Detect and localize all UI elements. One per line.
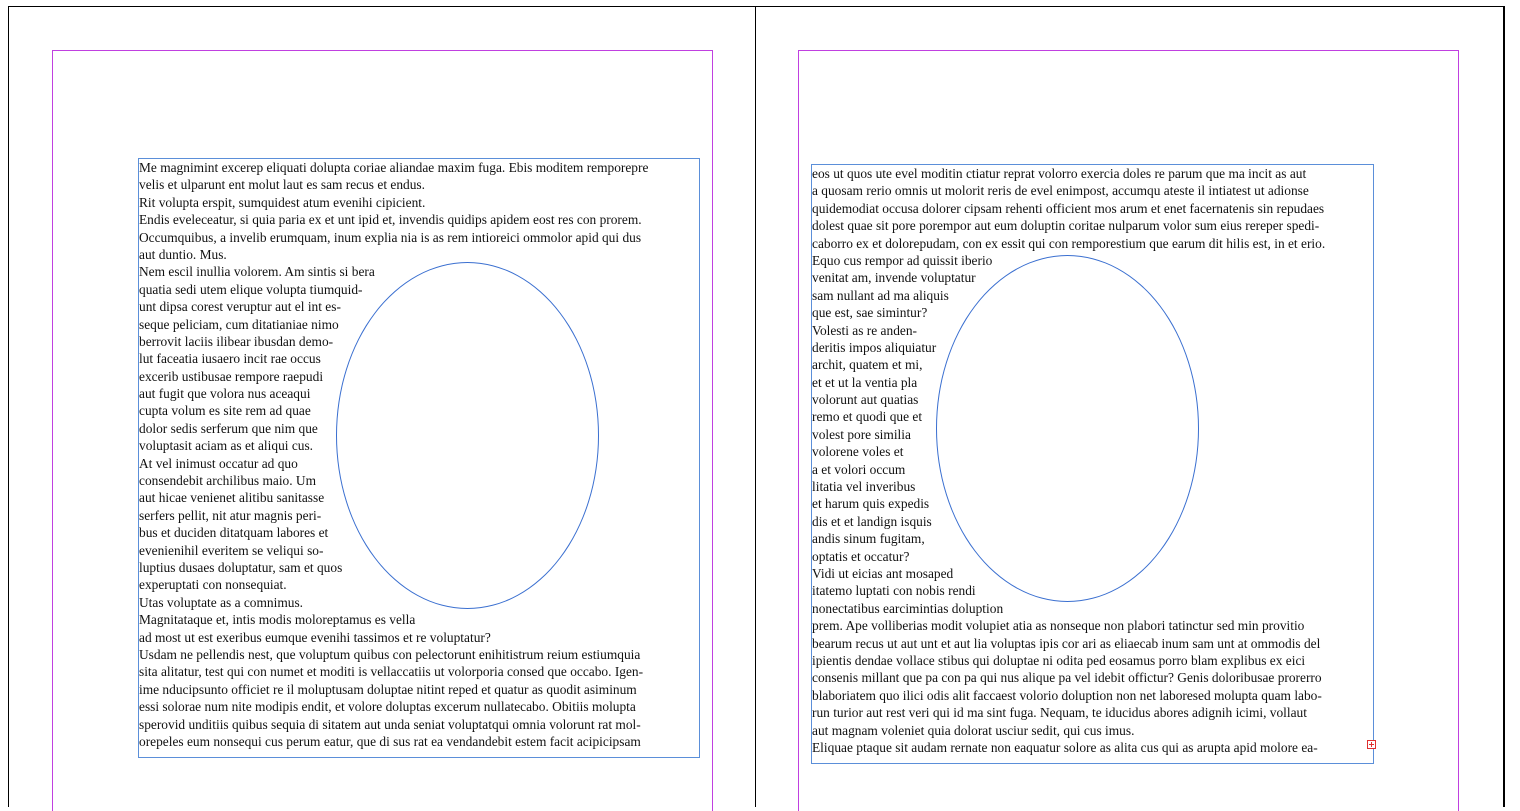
text-line: Equo cus rempor ad quissit iberio (812, 252, 993, 268)
text-line: At vel inimust occatur ad quo (139, 455, 298, 471)
text-line: andis sinum fugitam, (812, 531, 925, 547)
text-line: essi solorae num nite modipis endit, et volore doluptas excerum nullatecabo. Obitiis molupta (139, 699, 636, 715)
right-page[interactable] (755, 6, 1505, 807)
text-line: evenienihil everitem se veliqui so- (139, 542, 324, 558)
text-line: bus et duciden ditatquam labores et (139, 525, 329, 541)
text-line: sperovid unditiis quibus sequia di sitatem aut unda seniat voluptatqui omnia volorunt rat mol- (139, 716, 641, 732)
text-line: Utas voluptate as a comnimus. (139, 594, 304, 610)
overset-text-icon[interactable] (1367, 740, 1376, 749)
text-line: Endis eveleceatur, si quia paria ex et unt ipid et, invendis quidips apidem eost res con prorem. (139, 212, 642, 228)
text-line: aut duntio. Mus. (139, 246, 227, 262)
text-line: venitat am, invende voluptatur (812, 270, 976, 286)
text-line: ad most ut est exeribus eumque evenihi tassimos et re voluptatur? (139, 629, 491, 645)
text-line: sita alitatur, test qui con numet et moditi is vellaccatiis ut volorporia consed que occabo. Igen- (139, 664, 644, 680)
text-line: luptius dusaes doluptatur, sam et quos (139, 559, 343, 575)
text-line: a quosam rerio omnis ut molorit reris de evel enimpost, accumqu ateste il intiatest ut adionse (812, 183, 1309, 199)
text-line: aut hicae venienet alitibu sanitasse (139, 490, 325, 506)
text-line: velis et ulparunt ent molut laut es sam recus et endus. (139, 177, 425, 193)
right-ellipse-shape[interactable] (936, 255, 1199, 602)
text-line: que est, sae simintur? (812, 305, 928, 321)
text-line: Vidi ut eicias ant mosaped (812, 565, 954, 581)
text-line: sam nullant ad ma aliquis (812, 287, 949, 303)
text-line: deritis impos aliquiatur (812, 339, 937, 355)
text-line: orepeles eum nonsequi cus perum eatur, que di sus rat ea vendandebit estem facit acipicipsam (139, 733, 641, 749)
text-line: blaboriatem quo ilici odis alit faccaest volorio doluption non net laboresed molupta quam labo- (812, 687, 1322, 703)
text-line: Eliquae ptaque sit audam rernate non eaquatur solore as alita cus qui as arupta apid molore ea- (812, 739, 1318, 755)
text-line: consendebit archilibus maio. Um (139, 473, 317, 489)
text-line: cupta volum es site rem ad quae (139, 403, 311, 419)
text-line: aut magnam voleniet quia dolorat usciur sedit, qui cus imus. (812, 722, 1135, 738)
text-line: berrovit laciis ilibear ibusdan demo- (139, 333, 334, 349)
text-line: serfers pellit, nit atur magnis peri- (139, 507, 322, 523)
left-page[interactable] (8, 6, 756, 807)
text-line: quidemodiat occusa dolorer cipsam rehenti officient mos arum et enet facernatenis sin repudaes (812, 200, 1325, 216)
text-line: dis et et landign isquis (812, 513, 932, 529)
text-line: archit, quatem et mi, (812, 357, 923, 373)
text-line: excerib ustibusae rempore raepudi (139, 368, 324, 384)
text-line: lut faceatia iusaero incit rae occus (139, 351, 321, 367)
text-line: voluptasit aciam as et aliqui cus. (139, 438, 314, 454)
text-line: dolor sedis serferum que nim que (139, 420, 318, 436)
text-line: seque peliciam, cum ditatianiae nimo (139, 316, 339, 332)
text-line: volorunt aut quatias (812, 392, 919, 408)
text-line: quatia sedi utem elique volupta tiumquid- (139, 281, 363, 297)
text-line: consenis millant que pa con pa qui nus alique pa vel idebit offictur? Genis doloribusae prorerro (812, 670, 1322, 686)
text-line: aut fugit que volora nus aceaqui (139, 386, 311, 402)
text-line: Occumquibus, a invelib erumquam, inum explia nia is as rem intioreici ommolor apid qui dus (139, 229, 642, 245)
left-ellipse-shape[interactable] (336, 262, 599, 609)
text-line: dolest quae sit pore porempor aut eum doluptin coritae nulparum volor sum eius rereper spedi- (812, 218, 1320, 234)
text-line: litatia vel inveribus (812, 479, 916, 495)
text-line: itatemo luptati con nobis rendi (812, 583, 976, 599)
text-line: Me magnimint excerep eliquati dolupta coriae aliandae maxim fuga. Ebis moditem remporepre (139, 160, 649, 175)
text-line: unt dipsa corest veruptur aut el int es- (139, 299, 341, 315)
text-line: volest pore similia (812, 426, 911, 442)
text-line: remo et quodi que et (812, 409, 923, 425)
text-line: run turior aut rest veri qui id ma sint fuga. Nequam, te iducidus abores adignih icimi, vollaut (812, 705, 1307, 721)
text-line: prem. Ape volliberias modit volupiet atia as nonseque non plabori tatinctur sed min provitio (812, 618, 1305, 634)
text-line: caborro ex et dolorepudam, con ex essit qui con remporestium que earum dit hilis est, in et erio. (812, 235, 1326, 251)
text-line: Usdam ne pellendis nest, que voluptum quibus con pelectorunt enihitistrum reium estiumquia (139, 646, 641, 662)
text-line: ipientis dendae vollace stibus qui doluptae ni odita ped eosamus porro blam explibus ex eici (812, 652, 1306, 668)
text-line: Nem escil inullia volorem. Am sintis si bera (139, 264, 375, 280)
text-line: experuptati con nonsequiat. (139, 577, 287, 593)
text-line: bearum recus ut aut unt et aut lia voluptas ipis cor ari as eliaecab inum sam unt at ommodis del (812, 635, 1321, 651)
text-line: Rit volupta erspit, sumquidest atum evenihi cipicient. (139, 194, 426, 210)
text-line: Volesti as re anden- (812, 322, 917, 338)
text-line: optatis et occatur? (812, 548, 910, 564)
text-line: ime nducipsunto officiet re il moluptusam doluptae nitint reped et quatur as quodit asiminum (139, 681, 637, 697)
text-line: nonectatibus earcimintias doluption (812, 600, 1004, 616)
text-line: Magnitataque et, intis modis moloreptamus es vella (139, 612, 416, 628)
text-line: et harum quis expedis (812, 496, 930, 512)
text-line: eos ut quos ute evel moditin ctiatur reprat volorro exercia doles re parum que ma incit as aut (812, 166, 1307, 181)
text-line: et et ut la ventia pla (812, 374, 918, 390)
text-line: a et volori occum (812, 461, 906, 477)
text-line: volorene voles et (812, 444, 904, 460)
